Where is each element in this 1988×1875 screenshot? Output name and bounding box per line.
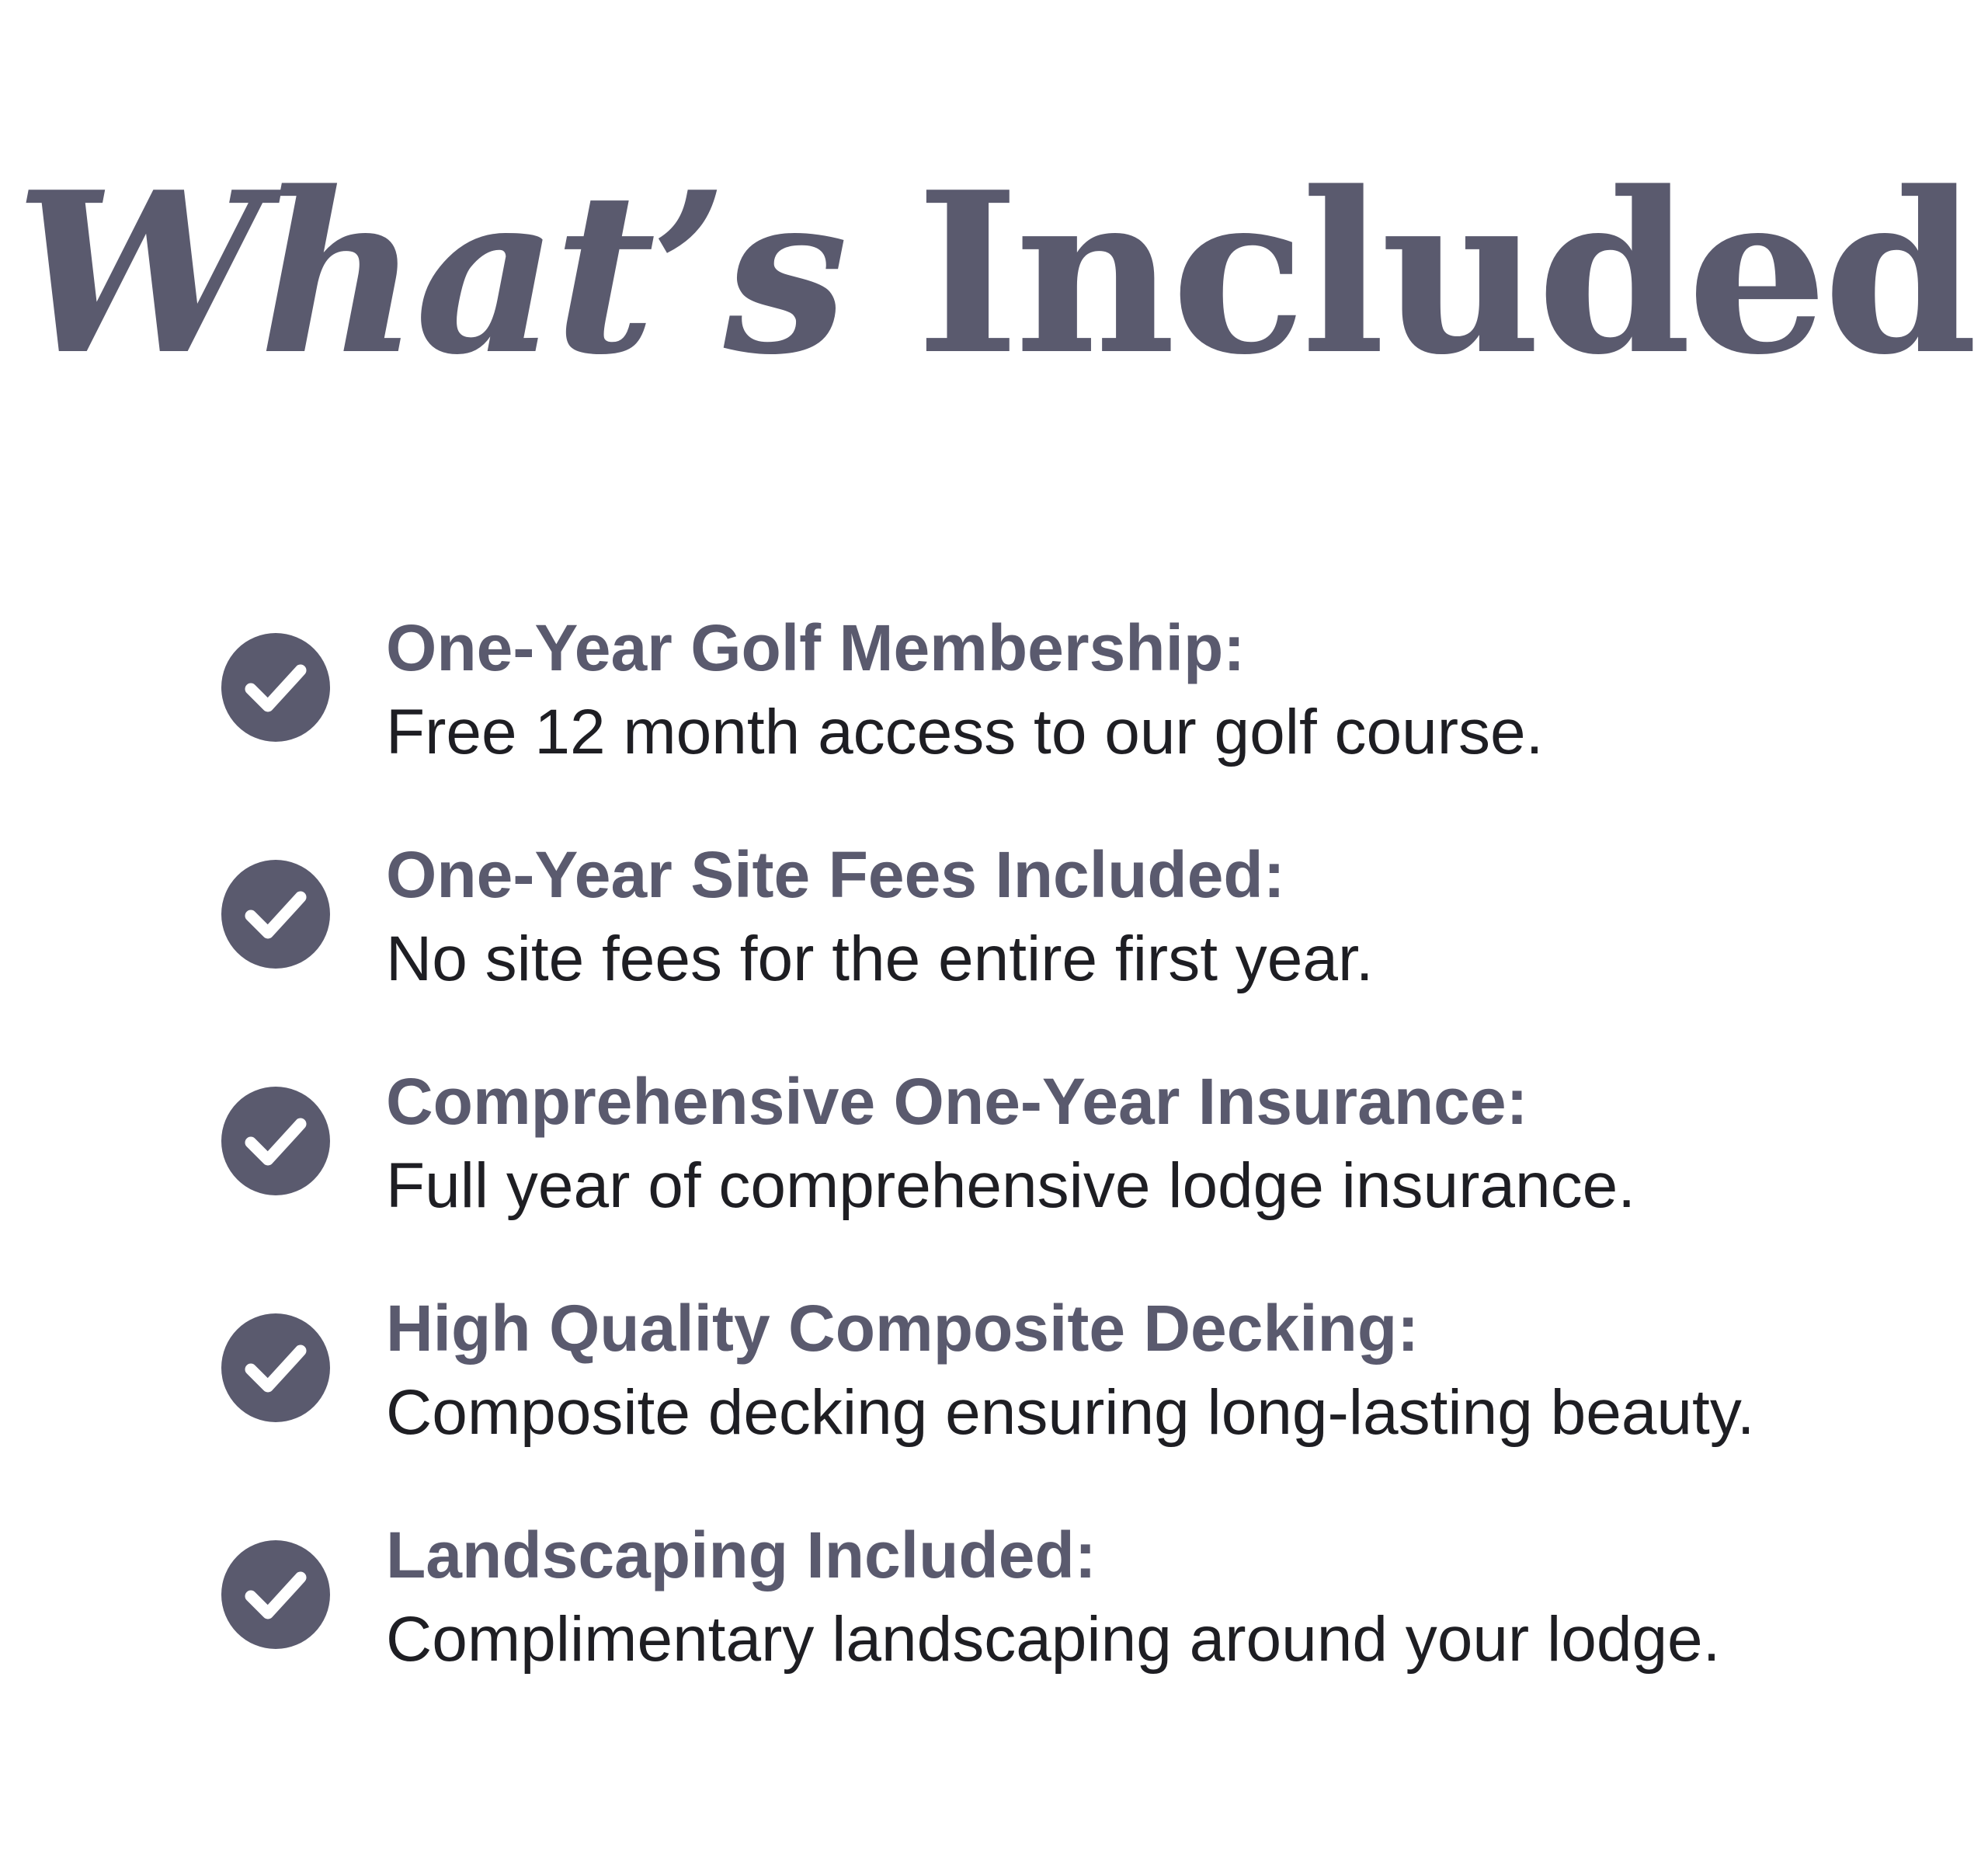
list-item-heading: One-Year Golf Membership: bbox=[386, 611, 1246, 684]
list-item bbox=[221, 1513, 1930, 1740]
check-circle-icon-graphic bbox=[221, 860, 330, 969]
check-circle-icon-graphic bbox=[221, 1087, 330, 1195]
list-item-text bbox=[386, 1513, 1924, 1682]
list-item-text bbox=[386, 1059, 1924, 1229]
list-item bbox=[221, 1059, 1930, 1286]
list-item-description: No site fees for the entire first year. bbox=[386, 924, 1374, 994]
check-circle-icon-graphic bbox=[221, 1313, 330, 1422]
list-item bbox=[221, 833, 1930, 1059]
list-item-text bbox=[386, 606, 1924, 775]
page-title bbox=[0, 144, 1988, 404]
list-item-heading: High Quality Composite Decking: bbox=[386, 1292, 1420, 1365]
list-item-heading: One-Year Site Fees Included: bbox=[386, 838, 1285, 911]
title-regular-part: Included bbox=[916, 144, 1973, 404]
check-circle-icon-graphic bbox=[221, 633, 330, 742]
list-item bbox=[221, 1286, 1930, 1513]
list-item-description: Free 12 month access to our golf course. bbox=[386, 697, 1544, 767]
list-item-text bbox=[386, 1286, 1924, 1456]
check-circle-icon bbox=[221, 1313, 330, 1422]
included-features-list bbox=[221, 606, 1930, 1740]
title-italic-part: What’s bbox=[15, 144, 844, 404]
list-item-text bbox=[386, 833, 1924, 1002]
list-item-description: Complimentary landscaping around your lodge. bbox=[386, 1604, 1721, 1675]
check-circle-icon bbox=[221, 860, 330, 969]
check-circle-icon bbox=[221, 1087, 330, 1195]
check-circle-icon bbox=[221, 1540, 330, 1649]
list-item bbox=[221, 606, 1930, 833]
check-circle-icon-graphic bbox=[221, 1540, 330, 1649]
check-circle-icon bbox=[221, 633, 330, 742]
list-item-heading: Landscaping Included: bbox=[386, 1518, 1097, 1591]
list-item-description: Composite decking ensuring long-lasting beauty. bbox=[386, 1377, 1755, 1448]
list-item-description: Full year of comprehensive lodge insurance. bbox=[386, 1150, 1635, 1221]
list-item-heading: Comprehensive One-Year Insurance: bbox=[386, 1065, 1528, 1138]
